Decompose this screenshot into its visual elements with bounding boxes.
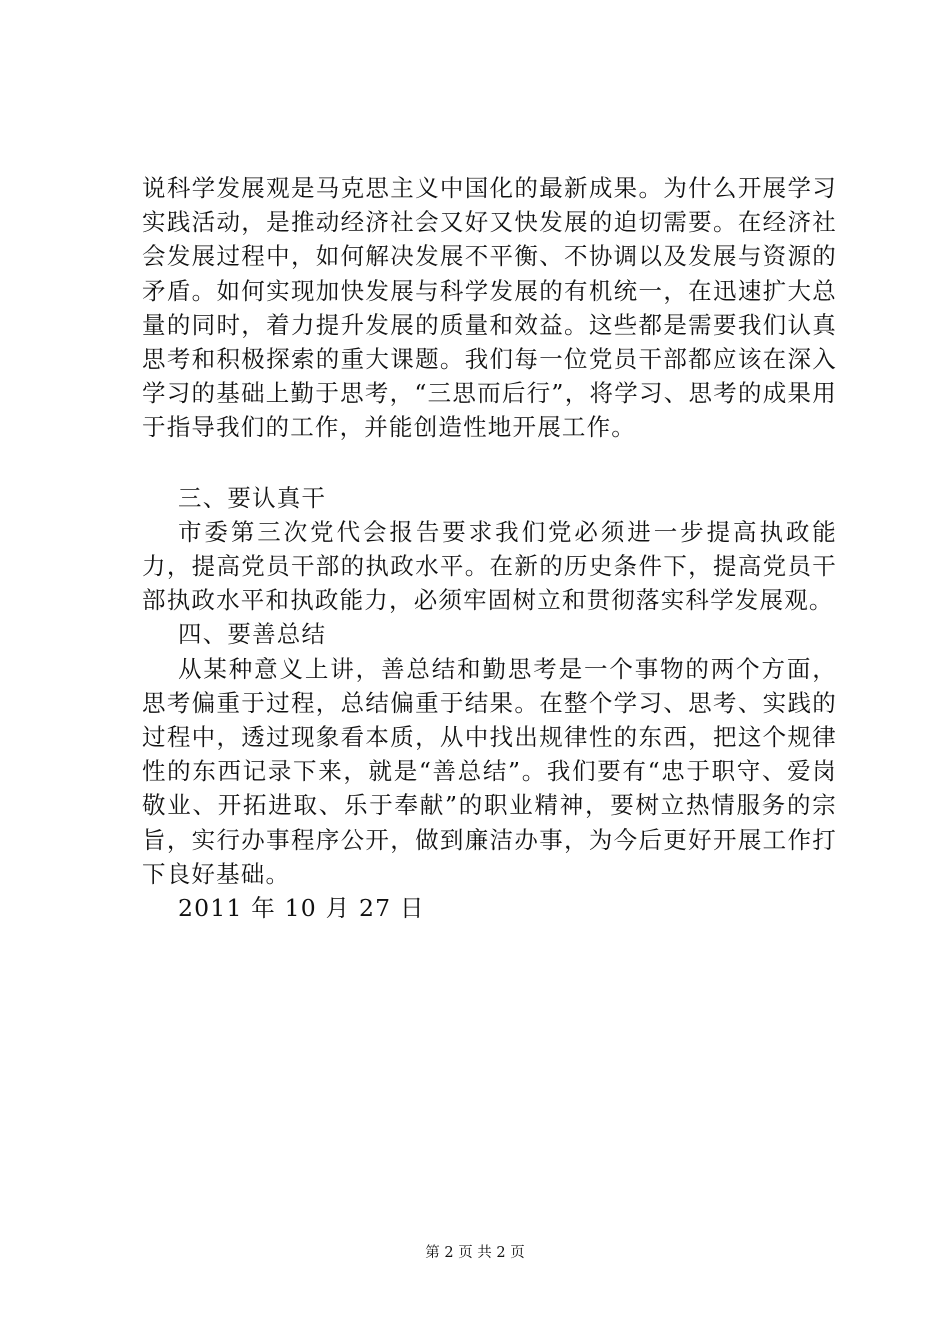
paragraph-study-practice: 说科学发展观是马克思主义中国化的最新成果。为什么开展学习实践活动，是推动经济社会又好又快发展的迫切需要。在经济社会发展过程中，如何解决发展不平衡、不协调以及发展与资源的矛盾。如何实现加快发展与科学发展的有机统一，在迅速扩大总量的同时，着力提升发展的质量和效益。这些都是需要我们认真思考和积极探索的重大课题。我们每一位党员干部都应该在深入学习的基础上勤于思考，“三思而后行”，将学习、思考的成果用于指导我们的工作，并能创造性地开展工作。 <box>142 174 837 442</box>
document-body <box>142 171 837 925</box>
page-footer: 第 2 页 共 2 页 <box>425 1245 525 1261</box>
section-heading-4: 四、要善总结 <box>178 620 327 649</box>
paragraph-summary: 从某种意义上讲，善总结和勤思考是一个事物的两个方面，思考偏重于过程，总结偏重于结果。在整个学习、思考、实践的过程中，透过现象看本质，从中找出规律性的东西，把这个规律性的东西记录下来，就是“善总结”。我们要有“忠于职守、爱岗敬业、开拓进取、乐于奉献”的职业精神，要树立热情服务的宗旨，实行办事程序公开，做到廉洁办事，为今后更好开展工作打下良好基础。 <box>142 654 837 888</box>
document-date: 2011 年 10 月 27 日 <box>178 894 425 923</box>
paragraph-governance: 市委第三次党代会报告要求我们党必须进一步提高执政能力，提高党员干部的执政水平。在新的历史条件下，提高党员干部执政水平和执政能力，必须牢固树立和贯彻落实科学发展观。 <box>142 517 837 615</box>
section-heading-3: 三、要认真干 <box>178 483 327 512</box>
paragraph-spacer <box>142 445 837 481</box>
